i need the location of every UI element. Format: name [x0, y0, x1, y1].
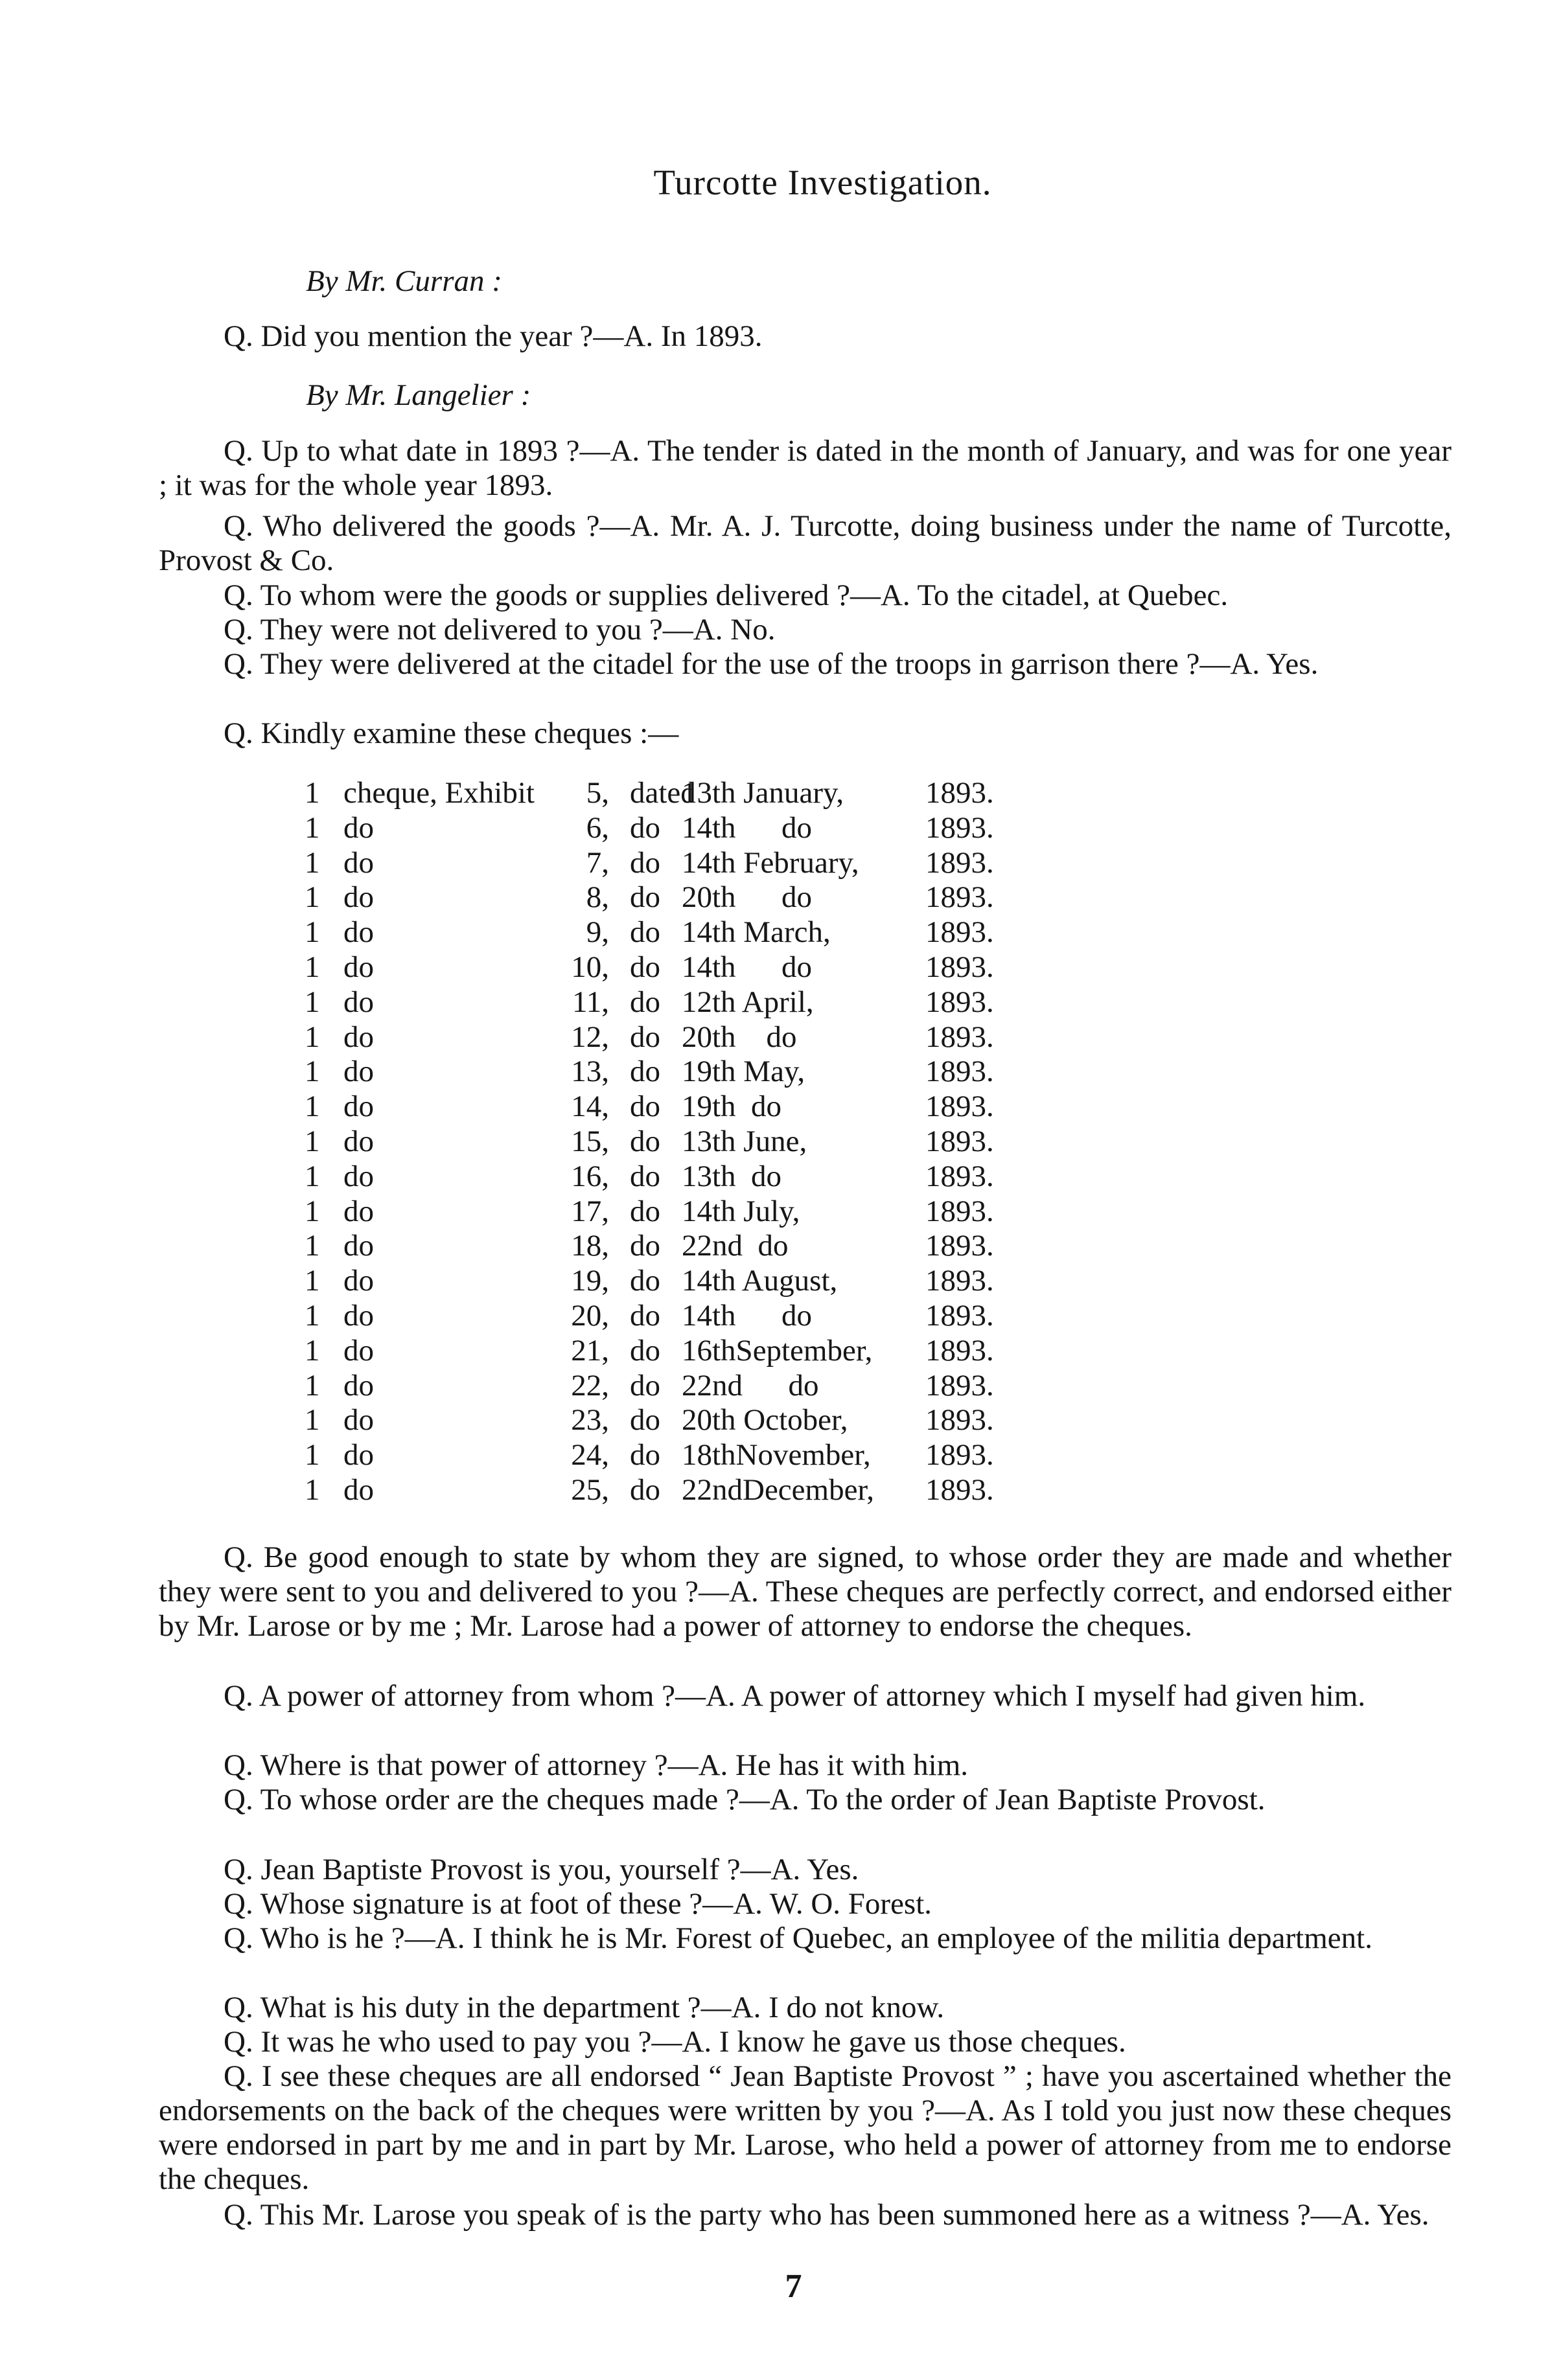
- cheque-exhibit-number: 11,: [572, 985, 609, 1019]
- cheque-dated-label: do: [630, 1090, 660, 1124]
- cheque-quantity: 1: [305, 776, 320, 810]
- cheque-dated-label: do: [630, 1472, 660, 1507]
- cheque-exhibit-number: 22,: [571, 1368, 609, 1402]
- cheque-date: 19th May,: [682, 1055, 805, 1089]
- cheque-kind: do: [343, 1298, 374, 1333]
- cheque-exhibit-number: 16,: [571, 1159, 609, 1193]
- cheque-dated-label: do: [630, 1055, 660, 1089]
- cheque-dated-label: dated: [630, 776, 696, 810]
- cheque-dated-label: do: [630, 1159, 660, 1193]
- cheque-year: 1893.: [925, 810, 994, 845]
- cheque-quantity: 1: [305, 1264, 320, 1298]
- cheque-date: 14th August,: [682, 1264, 838, 1298]
- cheque-quantity: 1: [305, 845, 320, 880]
- cheque-quantity: 1: [305, 915, 320, 950]
- cheque-date: 16thSeptember,: [682, 1333, 873, 1367]
- cheque-quantity: 1: [305, 1124, 320, 1158]
- cheque-quantity: 1: [305, 1229, 320, 1263]
- cheque-quantity: 1: [305, 1333, 320, 1367]
- cheque-kind: do: [343, 1159, 374, 1193]
- cheque-dated-label: do: [630, 985, 660, 1019]
- question-not-delivered: Q. They were not delivered to you ?—A. No.: [224, 613, 776, 646]
- cheque-kind: do: [343, 1472, 374, 1507]
- cheque-kind: do: [343, 845, 374, 880]
- cheque-dated-label: do: [630, 950, 660, 984]
- cheque-date: 22ndDecember,: [682, 1472, 874, 1507]
- cheque-quantity: 1: [305, 1020, 320, 1054]
- cheque-kind: do: [343, 1090, 374, 1124]
- cheque-dated-label: do: [630, 1229, 660, 1263]
- cheque-year: 1893.: [925, 1472, 994, 1507]
- speaker-heading-curran: By Mr. Curran :: [306, 264, 502, 298]
- cheque-kind: do: [343, 1368, 374, 1402]
- cheque-exhibit-number: 17,: [571, 1194, 609, 1228]
- cheque-exhibit-number: 7,: [586, 845, 609, 880]
- cheque-exhibit-number: 18,: [571, 1229, 609, 1263]
- cheque-exhibit-number: 8,: [586, 880, 609, 915]
- cheque-date: 14th do: [682, 1298, 813, 1333]
- cheque-date: 18thNovember,: [682, 1438, 871, 1472]
- question-larose-witness: Q. This Mr. Larose you speak of is the party who has been summoned here as a witness ?—A. Yes.: [224, 2198, 1429, 2232]
- cheque-quantity: 1: [305, 1194, 320, 1228]
- cheque-dated-label: do: [630, 1194, 660, 1228]
- question-cheques-order: Q. To whose order are the cheques made ?—A. To the order of Jean Baptiste Provost.: [224, 1783, 1266, 1816]
- cheque-kind: do: [343, 950, 374, 984]
- cheque-quantity: 1: [305, 1403, 320, 1437]
- cheque-kind: do: [343, 1124, 374, 1158]
- question-year: Q. Did you mention the year ?—A. In 1893.: [224, 319, 763, 353]
- cheque-year: 1893.: [925, 776, 994, 810]
- page-number: 7: [785, 2268, 802, 2305]
- speaker-heading-langelier: By Mr. Langelier :: [306, 378, 531, 412]
- cheque-dated-label: do: [630, 1438, 660, 1472]
- cheque-exhibit-number: 5,: [586, 776, 609, 810]
- question-citadel-troops: Q. They were delivered at the citadel for the use of the troops in garrison there ?—A. Yes.: [224, 647, 1319, 681]
- cheque-date: 13th do: [682, 1159, 782, 1193]
- cheque-quantity: 1: [305, 1368, 320, 1402]
- cheque-kind: do: [343, 880, 374, 915]
- cheque-date: 14th February,: [682, 845, 859, 880]
- cheque-year: 1893.: [925, 1229, 994, 1263]
- page-title: Turcotte Investigation.: [653, 163, 992, 202]
- cheque-year: 1893.: [925, 1264, 994, 1298]
- cheque-kind: do: [343, 1229, 374, 1263]
- cheque-dated-label: do: [630, 1124, 660, 1158]
- cheque-year: 1893.: [925, 985, 994, 1019]
- question-where-power-of-attorney: Q. Where is that power of attorney ?—A. He has it with him.: [224, 1748, 969, 1782]
- question-his-duty: Q. What is his duty in the department ?—A. I do not know.: [224, 1991, 945, 2024]
- cheque-date: 14th do: [682, 810, 813, 845]
- cheque-quantity: 1: [305, 985, 320, 1019]
- cheque-date: 14th July,: [682, 1194, 800, 1228]
- cheque-exhibit-number: 25,: [571, 1472, 609, 1507]
- cheque-year: 1893.: [925, 1298, 994, 1333]
- cheque-year: 1893.: [925, 1194, 994, 1228]
- cheque-year: 1893.: [925, 880, 994, 915]
- question-who-is-he: Q. Who is he ?—A. I think he is Mr. Forest of Quebec, an employee of the militia department.: [224, 1921, 1372, 1955]
- question-who-delivered: Q. Who delivered the goods ?—A. Mr. A. J. Turcotte, doing business under the name of Turcotte, Provost & Co.: [159, 509, 1451, 577]
- cheque-exhibit-number: 19,: [571, 1264, 609, 1298]
- cheque-quantity: 1: [305, 950, 320, 984]
- cheque-year: 1893.: [925, 845, 994, 880]
- cheque-year: 1893.: [925, 950, 994, 984]
- cheque-kind: do: [343, 1264, 374, 1298]
- cheque-kind: do: [343, 1438, 374, 1472]
- cheque-quantity: 1: [305, 1472, 320, 1507]
- cheque-exhibit-number: 10,: [571, 950, 609, 984]
- question-tender-date: Q. Up to what date in 1893 ?—A. The tender is dated in the month of January, and was for one year ; it was for the whole year 1893.: [159, 434, 1451, 502]
- cheque-kind: do: [343, 915, 374, 950]
- cheque-kind: do: [343, 1403, 374, 1437]
- cheque-quantity: 1: [305, 880, 320, 915]
- cheque-kind: do: [343, 1055, 374, 1089]
- cheque-kind: do: [343, 1194, 374, 1228]
- cheque-quantity: 1: [305, 1055, 320, 1089]
- cheque-exhibit-number: 20,: [571, 1298, 609, 1333]
- cheque-exhibit-number: 12,: [571, 1020, 609, 1054]
- cheque-dated-label: do: [630, 1368, 660, 1402]
- cheque-kind: do: [343, 1020, 374, 1054]
- cheque-dated-label: do: [630, 880, 660, 915]
- cheque-kind: cheque, Exhibit: [343, 776, 535, 810]
- question-examine-cheques: Q. Kindly examine these cheques :—: [224, 716, 679, 750]
- cheque-dated-label: do: [630, 1403, 660, 1437]
- cheque-exhibit-number: 15,: [571, 1124, 609, 1158]
- cheque-year: 1893.: [925, 1438, 994, 1472]
- cheque-dated-label: do: [630, 810, 660, 845]
- cheque-dated-label: do: [630, 1298, 660, 1333]
- question-to-whom: Q. To whom were the goods or supplies delivered ?—A. To the citadel, at Quebec.: [224, 578, 1229, 612]
- cheque-date: 20th do: [682, 880, 813, 915]
- cheque-year: 1893.: [925, 1333, 994, 1367]
- cheque-year: 1893.: [925, 1403, 994, 1437]
- cheque-quantity: 1: [305, 1298, 320, 1333]
- cheque-quantity: 1: [305, 810, 320, 845]
- cheque-year: 1893.: [925, 1090, 994, 1124]
- cheque-exhibit-number: 23,: [571, 1403, 609, 1437]
- cheque-exhibit-number: 6,: [586, 810, 609, 845]
- cheque-dated-label: do: [630, 1264, 660, 1298]
- cheque-exhibit-number: 14,: [571, 1090, 609, 1124]
- cheque-year: 1893.: [925, 1020, 994, 1054]
- question-signed-by: Q. Be good enough to state by whom they are signed, to whose order they are made and whether they were sent to you and delivered to you ?—A. These cheques are perfectly correct, and endorsed either by Mr. Larose or by me ; Mr. Larose had a power of attorney to endorse the cheques.: [159, 1540, 1451, 1643]
- cheque-dated-label: do: [630, 915, 660, 950]
- cheque-dated-label: do: [630, 1333, 660, 1367]
- cheque-year: 1893.: [925, 915, 994, 950]
- question-used-to-pay: Q. It was he who used to pay you ?—A. I know he gave us those cheques.: [224, 2025, 1126, 2059]
- cheque-date: 12th April,: [682, 985, 814, 1019]
- cheque-kind: do: [343, 985, 374, 1019]
- question-endorsements: Q. I see these cheques are all endorsed “ Jean Baptiste Provost ” ; have you ascertained whether the endorsements on the back of the cheques were written by you ?—A. As I told you just now these cheques were endorsed in part by me and in part by Mr. Larose, who held a power of attorney from me to endorse the cheques.: [159, 2059, 1451, 2196]
- cheque-exhibit-number: 21,: [571, 1333, 609, 1367]
- cheque-quantity: 1: [305, 1090, 320, 1124]
- cheque-kind: do: [343, 810, 374, 845]
- cheque-date: 14th March,: [682, 915, 831, 950]
- cheque-date: 14th do: [682, 950, 813, 984]
- cheque-exhibit-number: 13,: [571, 1055, 609, 1089]
- cheque-date: 19th do: [682, 1090, 782, 1124]
- question-jean-baptiste: Q. Jean Baptiste Provost is you, yourself ?—A. Yes.: [224, 1853, 859, 1886]
- cheque-exhibit-number: 24,: [571, 1438, 609, 1472]
- cheque-year: 1893.: [925, 1055, 994, 1089]
- cheque-dated-label: do: [630, 1020, 660, 1054]
- cheque-date: 22nd do: [682, 1368, 819, 1402]
- cheque-date: 20th do: [682, 1020, 797, 1054]
- cheque-year: 1893.: [925, 1159, 994, 1193]
- cheque-date: 13th January,: [682, 776, 844, 810]
- question-whose-signature: Q. Whose signature is at foot of these ?—A. W. O. Forest.: [224, 1887, 932, 1921]
- cheque-date: 13th June,: [682, 1124, 807, 1158]
- cheque-year: 1893.: [925, 1368, 994, 1402]
- cheque-exhibit-number: 9,: [586, 915, 609, 950]
- cheque-quantity: 1: [305, 1159, 320, 1193]
- cheque-year: 1893.: [925, 1124, 994, 1158]
- cheque-kind: do: [343, 1333, 374, 1367]
- cheque-date: 22nd do: [682, 1229, 789, 1263]
- cheque-date: 20th October,: [682, 1403, 848, 1437]
- cheque-quantity: 1: [305, 1438, 320, 1472]
- question-power-of-attorney-from: Q. A power of attorney from whom ?—A. A power of attorney which I myself had given him.: [224, 1679, 1366, 1713]
- cheque-dated-label: do: [630, 845, 660, 880]
